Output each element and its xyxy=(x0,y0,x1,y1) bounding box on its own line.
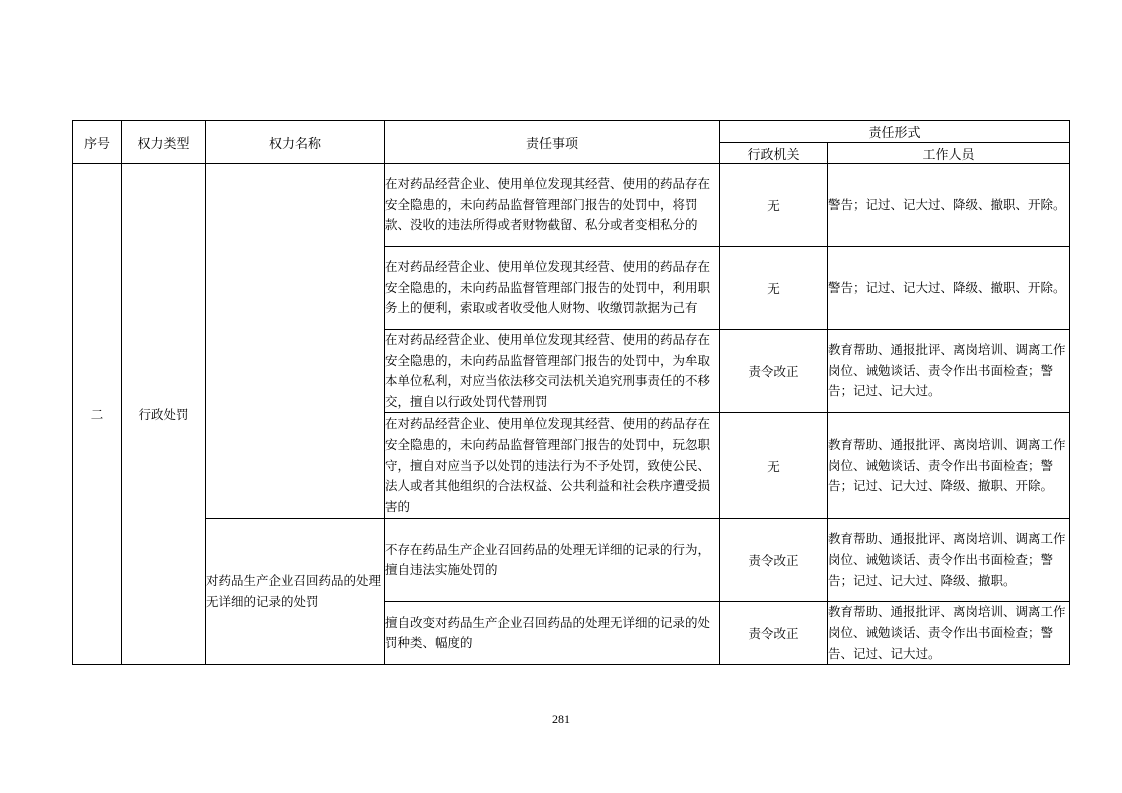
staff-cell: 教育帮助、通报批评、离岗培训、调离工作岗位、诫勉谈话、责令作出书面检查；警告；记过、记大过。 xyxy=(828,330,1070,413)
duty-cell: 在对药品经营企业、使用单位发现其经营、使用的药品存在安全隐患的，未向药品监督管理部门报告的处罚中，为牟取本单位私利，对应当依法移交司法机关追究刑事责任的不移交，擅自以行政处罚代替刑罚 xyxy=(385,330,720,413)
duty-cell: 擅自改变对药品生产企业召回药品的处理无详细的记录的处罚种类、幅度的 xyxy=(385,602,720,665)
staff-cell: 教育帮助、通报批评、离岗培训、调离工作岗位、诫勉谈话、责令作出书面检查；警告；记过、记大过、降级、撤职、开除。 xyxy=(828,413,1070,519)
org-cell: 无 xyxy=(720,413,828,519)
org-cell: 责令改正 xyxy=(720,519,828,602)
power-name-cell-empty xyxy=(206,164,385,519)
header-seq: 序号 xyxy=(73,121,122,164)
header-admin-org: 行政机关 xyxy=(720,143,828,164)
table-row xyxy=(73,519,1070,602)
staff-cell: 教育帮助、通报批评、离岗培训、调离工作岗位、诫勉谈话、责令作出书面检查；警告、记过、记大过。 xyxy=(828,602,1070,665)
duty-cell: 在对药品经营企业、使用单位发现其经营、使用的药品存在安全隐患的，未向药品监督管理部门报告的处罚中，玩忽职守，擅自对应当予以处罚的违法行为不予处罚，致使公民、法人或者其他组织的合法权益、公共利益和社会秩序遭受损害的 xyxy=(385,413,720,519)
staff-cell: 警告；记过、记大过、降级、撤职、开除。 xyxy=(828,164,1070,247)
header-power-type: 权力类型 xyxy=(122,121,206,164)
responsibility-table xyxy=(72,120,1070,665)
header-staff: 工作人员 xyxy=(828,143,1070,164)
power-name-cell: 对药品生产企业召回药品的处理无详细的记录的处罚 xyxy=(206,519,385,665)
org-cell: 无 xyxy=(720,247,828,330)
header-duty-item: 责任事项 xyxy=(385,121,720,164)
staff-cell: 教育帮助、通报批评、离岗培训、调离工作岗位、诫勉谈话、责令作出书面检查；警告；记过、记大过、降级、撤职。 xyxy=(828,519,1070,602)
table-row xyxy=(73,164,1070,247)
power-type-cell: 行政处罚 xyxy=(122,164,206,665)
header-row xyxy=(73,121,1070,143)
header-power-name: 权力名称 xyxy=(206,121,385,164)
org-cell: 责令改正 xyxy=(720,602,828,665)
staff-cell: 警告；记过、记大过、降级、撤职、开除。 xyxy=(828,247,1070,330)
duty-cell: 在对药品经营企业、使用单位发现其经营、使用的药品存在安全隐患的，未向药品监督管理部门报告的处罚中，将罚款、没收的违法所得或者财物截留、私分或者变相私分的 xyxy=(385,164,720,247)
duty-cell: 不存在药品生产企业召回药品的处理无详细的记录的行为，擅自违法实施处罚的 xyxy=(385,519,720,602)
seq-cell: 二 xyxy=(73,164,122,665)
page-number: 281 xyxy=(552,712,570,726)
org-cell: 责令改正 xyxy=(720,330,828,413)
header-duty-form: 责任形式 xyxy=(720,121,1070,143)
org-cell: 无 xyxy=(720,164,828,247)
duty-cell: 在对药品经营企业、使用单位发现其经营、使用的药品存在安全隐患的，未向药品监督管理部门报告的处罚中，利用职务上的便利，索取或者收受他人财物、收缴罚款据为己有 xyxy=(385,247,720,330)
